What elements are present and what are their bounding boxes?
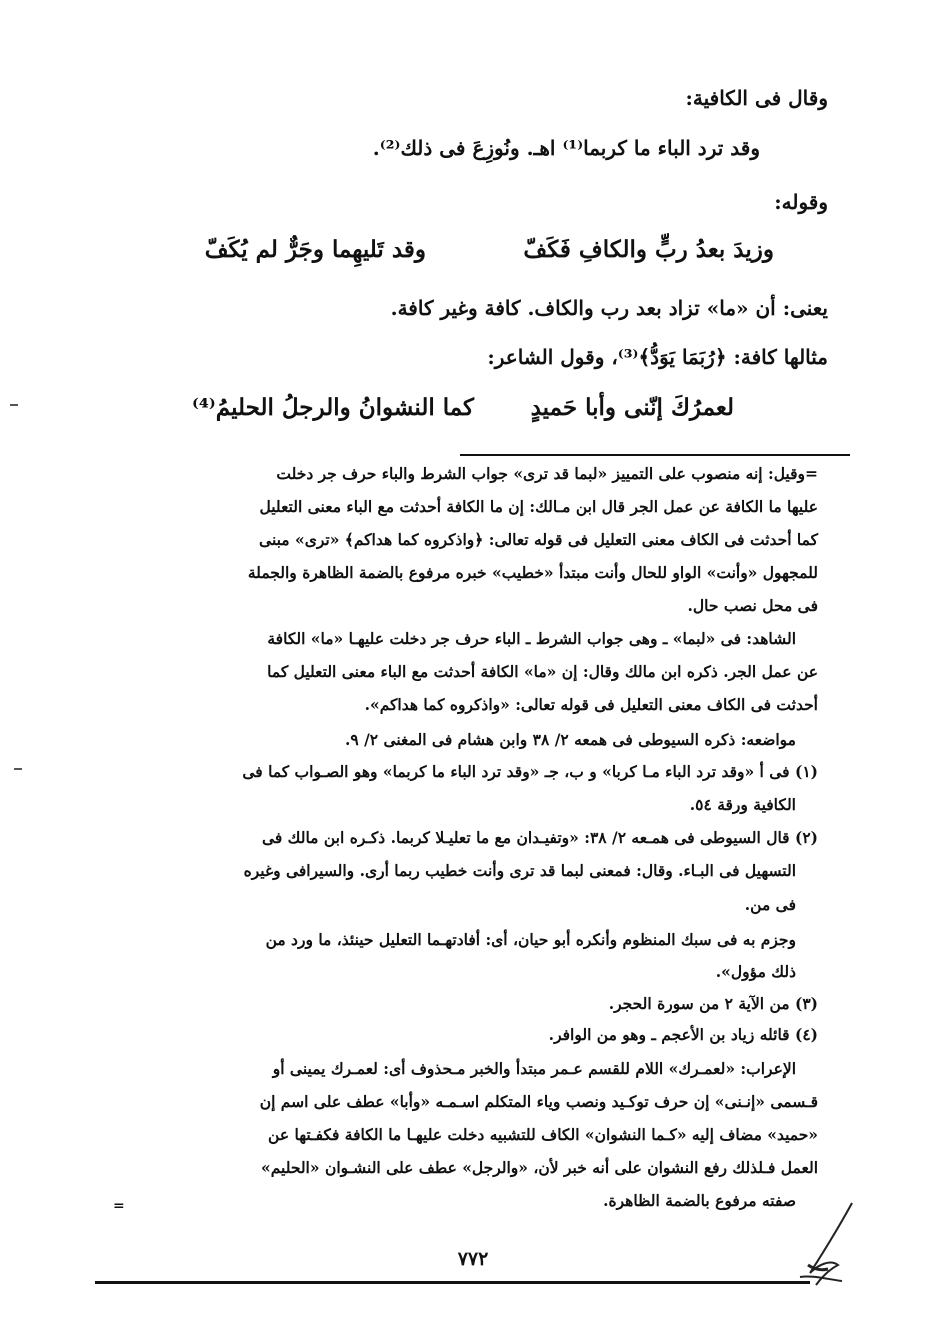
- footnote-line: التسهيل فى البـاء. وقال: فمعنى لبما قد ترى وأنت خطيب ربما أرى. والسيرافى وغيره: [243, 861, 796, 880]
- footnote-line: (١) فى أ «وقد ترد الباء مـا كربا» و ب، جـ «وقد ترد الباء ما كربما» وهو الصـواب كما فى: [242, 762, 818, 781]
- continuation-mark: =: [113, 1198, 125, 1214]
- verse-second-hemistich: وقد تَليهِما وجَرٌّ لم يُكَفّ: [204, 236, 426, 263]
- footnote-line: (٣) من الآية ٢ من سورة الحجر.: [608, 994, 818, 1013]
- footnote-line: الكافية ورقة ٥٤.: [689, 795, 796, 814]
- footnote-line: صفته مرفوع بالضمة الظاهرة.: [603, 1191, 796, 1210]
- main-text-line: وقال فى الكافية:: [685, 86, 828, 110]
- footnote-separator: [460, 454, 850, 456]
- footnote-line: قـسمى «إنـنى» إن حرف توكـيد ونصب وياء المتكلم اسـمـه «وأبا» عطف على اسم إن: [259, 1092, 818, 1111]
- footnote-line: فى محل نصب حال.: [687, 596, 818, 615]
- footnote-line: العمل فـلذلك رفع النشوان على أنه خبر لأن، «والرجل» عطف على النشـوان «الحليم»: [261, 1158, 818, 1177]
- footnote-line: كما أحدثت فى الكاف معنى التعليل فى قوله تعالى: ﴿واذكروه كما هداكم﴾ «ترى» مبنى: [259, 530, 818, 549]
- footnote-line: مواضعه: ذكره السيوطى فى همعه ٢/ ٣٨ وابن هشام فى المغنى ٢/ ٩.: [344, 730, 796, 749]
- footnote-line: أحدثت فى الكاف معنى التعليل فى قوله تعالى: «واذكروه كما هداكم».: [364, 695, 818, 714]
- footnote-line: للمجهول «وأنت» الواو للحال وأنت مبتدأ «خطيب» خبره مرفوع بالضمة الظاهرة والجملة: [247, 563, 818, 582]
- scan-speck: [14, 768, 22, 770]
- footnote-line: عن عمل الجر. ذكره ابن مالك وقال: إن «ما» الكافة أحدثت مع الباء معنى التعليل كما: [267, 662, 818, 681]
- footnote-line: (٤) قائله زياد بن الأعجم ـ وهو من الوافر.: [548, 1025, 818, 1044]
- main-text-line: وقد ترد الباء ما كربما⁽¹⁾ اهـ. ونُوزِعَ فى ذلك⁽²⁾.: [372, 136, 760, 160]
- footnote-line: الإعراب: «لعمـرك» اللام للقسم عـمر مبتدأ والخبر مـحذوف أى: لعمـرك يمينى أو: [272, 1059, 796, 1078]
- main-text-line: وقوله:: [774, 190, 828, 214]
- verse-second-hemistich: كما النشوانُ والرجلُ الحليمُ⁽⁴⁾: [191, 394, 474, 421]
- page-number: ٧٧٢: [457, 1248, 489, 1270]
- footnote-line: الشاهد: فى «لبما» ـ وهى جواب الشرط ـ الباء حرف جر دخلت عليهـا «ما» الكافة: [267, 629, 796, 648]
- handwritten-signature-mark: [790, 1195, 860, 1290]
- page-bottom-rule: [95, 1281, 810, 1284]
- footnote-line: =وقيل: إنه منصوب على التمييز «لبما قد ترى» جواب الشرط والباء حرف جر دخلت: [276, 464, 818, 483]
- footnote-line: فى من.: [744, 895, 796, 914]
- verse-first-hemistich: وزيدَ بعدُ ربٍّ والكافِ فَكَفّ: [523, 236, 774, 263]
- footnote-line: وجزم به فى سبك المنظوم وأنكره أبو حيان، أى: أفادتهـما التعليل حينئذ، ما ورد من: [265, 930, 796, 949]
- footnote-line: (٢) قال السيوطى فى همـعه ٢/ ٣٨: «وتفيـدان مع ما تعليـلا كربما. ذكـره ابن مالك فى: [261, 828, 818, 847]
- scan-speck: [10, 404, 18, 406]
- verse-first-hemistich: لعمرُكَ إنّنى وأبا حَميدٍ: [530, 394, 734, 421]
- footnote-line: عليها ما الكافة عن عمل الجر قال ابن مـالك: إن ما الكافة أحدثت مع الباء معنى التعليل: [259, 497, 818, 516]
- footnote-line: ذلك مؤول».: [715, 962, 796, 981]
- main-text-line: يعنى: أن «ما» تزاد بعد رب والكاف. كافة وغير كافة.: [390, 296, 828, 320]
- footnote-line: «حميد» مضاف إليه «كـما النشوان» الكاف للتشبيه دخلت عليهـا ما الكافة فكفـتها عن: [268, 1125, 818, 1144]
- main-text-line: مثالها كافة: ﴿رُبَمَا يَوَدُّ﴾⁽³⁾، وقول الشاعر:: [487, 345, 828, 369]
